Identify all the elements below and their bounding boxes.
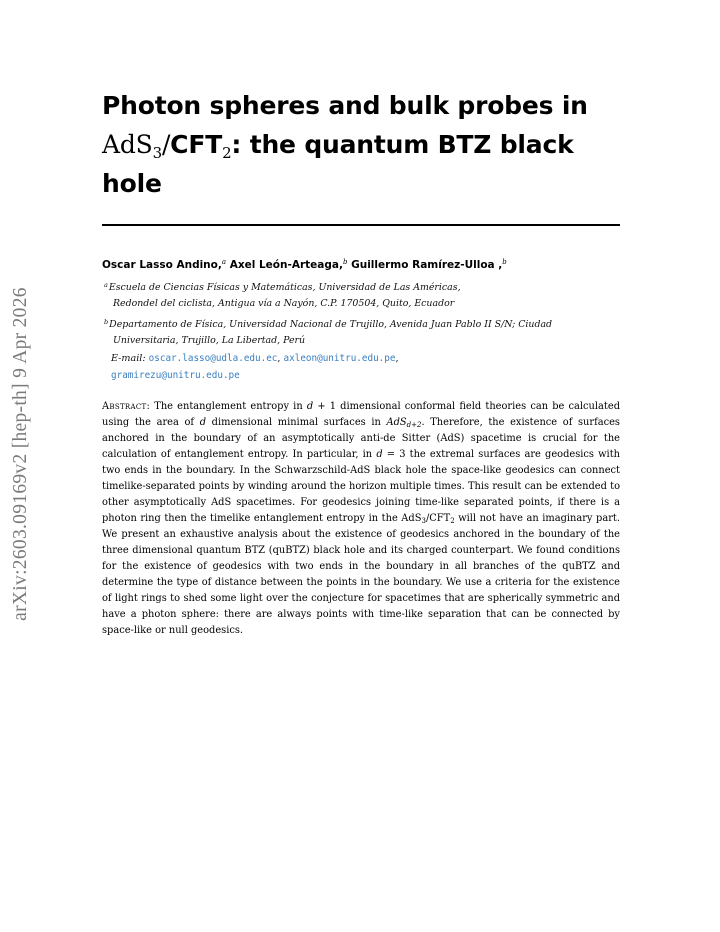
author-1-affil: a bbox=[221, 258, 227, 266]
email-sep-1: , bbox=[277, 353, 284, 364]
affiliation-b bbox=[104, 317, 624, 349]
author-1: Oscar Lasso Andino, bbox=[102, 259, 222, 271]
abstract-label: Abstract: bbox=[102, 401, 151, 412]
abstract: Abstract: The entanglement entropy in d + 1 dimensional conformal field theories can be calculated using the area of d dimensional minimal surfaces in AdS$_{d+2}$. Therefore, the existence of surfaces anchored in the boundary of an asymptotically anti-de Sitter (AdS) spacetime is crucial for the calculation of entanglement entropy. In particular, in d = 3 the extremal surfaces are geodesics with two ends in the boundary. In the Schwarzschild-AdS black hole the space-like geodesics can connect timelike-separated points by winding around the horizon multiple times. This result can be extended to other asymptotically AdS spacetimes. For geodesics joining time-like separated points, if there is a photon ring then the timelike entanglement entropy in the $AdS_3/CFT_2$ will not have an imaginary part. We present an exhaustive analysis about the existence of geodesics anchored in the boundary of the three dimensional quantum BTZ (quBTZ) black hole and its charged counterpart. We found conditions for the existence of geodesics with two ends in the boundary in all branches of the quBTZ and determine the type of distance between the points in the boundary. We use a criteria for the existence of light rings to shed some light over the conjecture for spacetimes that are spherically symmetric and have a photon sphere: there are always points with time-like separation that can be connected by space-like or null geodesics. bbox=[102, 401, 621, 636]
title-slash: / bbox=[161, 130, 171, 159]
title-line1: Photon spheres and bulk probes in bbox=[102, 91, 588, 120]
author-2: Axel León-Arteaga, bbox=[226, 259, 343, 271]
email-link-1[interactable]: oscar.lasso@udla.edu.ec bbox=[148, 353, 278, 364]
email-block bbox=[111, 350, 626, 384]
paper-title bbox=[102, 86, 622, 203]
author-list bbox=[102, 259, 622, 271]
author-3-affil: b bbox=[502, 258, 507, 266]
email-label: E-mail: bbox=[111, 353, 146, 364]
affiliation-a-line1: $^a$Escuela de Ciencias Físicas y Matemáticas, Universidad de Las Américas, bbox=[104, 281, 461, 293]
author-3: Guillermo Ramírez-Ulloa , bbox=[347, 259, 503, 271]
affiliation-b-line1: $^b$Departamento de Física, Universidad Nacional de Trujillo, Avenida Juan Pablo II S/N; Ciudad bbox=[104, 318, 553, 330]
arxiv-identifier: arXiv:2603.09169v2 [hep-th] 9 Apr 2026 bbox=[10, 287, 31, 621]
title-cft: CFT bbox=[170, 130, 223, 159]
affiliation-b-line2: Universitaria, Trujillo, La Libertad, Perú bbox=[113, 335, 306, 346]
affiliation-a bbox=[104, 280, 624, 312]
title-cft-sub: 2 bbox=[222, 144, 232, 162]
title-ads: AdS bbox=[102, 130, 153, 159]
author-2-affil: b bbox=[342, 258, 348, 266]
email-sep-2: , bbox=[395, 353, 399, 364]
title-rule bbox=[102, 224, 620, 226]
email-link-3[interactable]: gramirezu@unitru.edu.pe bbox=[111, 370, 240, 381]
affiliation-a-line2: Redondel del ciclista, Antigua vía a Nayón, C.P. 170504, Quito, Ecuador bbox=[113, 298, 455, 309]
title-rest: : the quantum BTZ black hole bbox=[102, 130, 574, 198]
title-ads-sub: 3 bbox=[152, 144, 162, 162]
email-link-2[interactable]: axleon@unitru.edu.pe bbox=[283, 353, 396, 364]
